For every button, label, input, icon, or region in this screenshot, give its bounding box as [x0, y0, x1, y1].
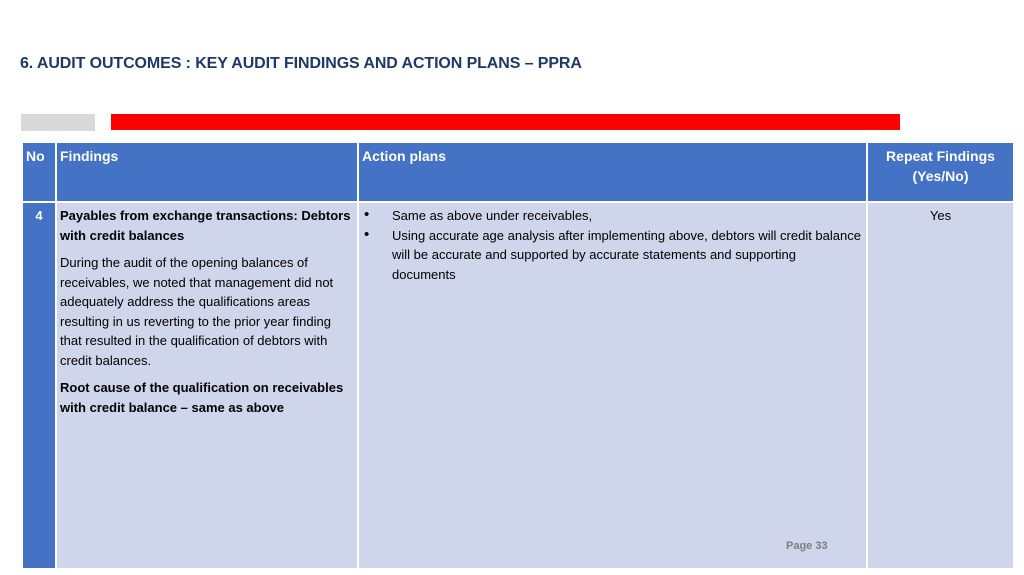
table-row	[22, 202, 1014, 569]
page-title: 6. AUDIT OUTCOMES : KEY AUDIT FINDINGS AND ACTION PLANS – PPRA	[20, 55, 582, 72]
action-plan-item: • Using accurate age analysis after implementing above, debtors will credit balance will be accurate and supported by accurate statements and supporting documents	[362, 226, 863, 285]
header-repeat-line1: Repeat Findings	[886, 148, 995, 164]
table-header-row	[22, 142, 1014, 202]
action-plan-list	[362, 206, 863, 284]
finding-body: During the audit of the opening balances of receivables, we noted that management did not adequately address the qualifications areas resulting in us reverting to the prior year finding that resulted in the qualification of debtors with credit balances.	[60, 255, 334, 368]
audit-findings-table	[21, 141, 1015, 570]
action-plans-cell	[358, 202, 867, 569]
header-action-plans: Action plans	[358, 142, 867, 202]
root-cause: Root cause of the qualification on receivables with credit balance – same as above	[60, 380, 344, 415]
header-no: No	[22, 142, 56, 202]
action-plan-item: • Same as above under receivables,	[362, 206, 863, 226]
header-findings: Findings	[56, 142, 358, 202]
findings-cell	[56, 202, 358, 569]
header-repeat-line2: (Yes/No)	[912, 168, 969, 184]
finding-heading: Payables from exchange transactions: Debtors with credit balances	[60, 208, 351, 243]
page-number: Page 33	[786, 540, 828, 552]
decorative-grey-bar	[21, 114, 95, 131]
header-repeat-findings	[867, 142, 1014, 202]
decorative-red-bar	[111, 114, 900, 130]
row-number: 4	[22, 202, 56, 569]
repeat-finding-value: Yes	[867, 202, 1014, 569]
